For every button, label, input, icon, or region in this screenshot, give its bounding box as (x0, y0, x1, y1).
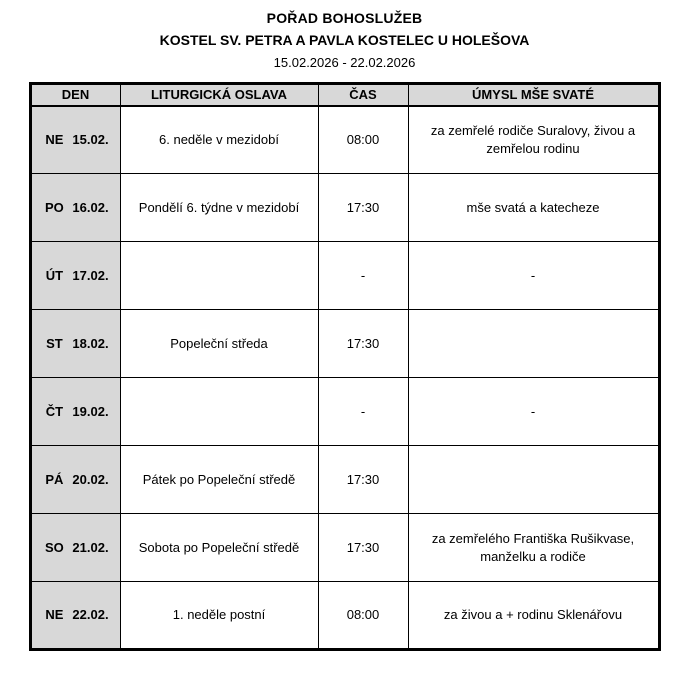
time-cell: - (318, 378, 408, 446)
column-header-den: DEN (30, 84, 120, 106)
day-cell (30, 378, 120, 446)
document-title: POŘAD BOHOSLUŽEB (266, 10, 423, 26)
intention-cell: za zemřelé rodiče Suralovy, živou a zemřelou rodinu (408, 106, 659, 174)
time-cell: 17:30 (318, 174, 408, 242)
day-date: 19.02. (72, 403, 109, 419)
date-range: 15.02.2026 - 22.02.2026 (273, 55, 416, 70)
day-abbr: ÚT (45, 267, 64, 283)
day-date: 21.02. (72, 539, 109, 555)
day-cell (30, 242, 120, 310)
day-date: 16.02. (72, 199, 109, 215)
day-cell (30, 106, 120, 174)
column-header-liturgicka-oslava: LITURGICKÁ OSLAVA (120, 84, 318, 106)
time-cell: - (318, 242, 408, 310)
table-header-row (30, 84, 659, 106)
day-date: 18.02. (72, 335, 109, 351)
celebration-cell: Sobota po Popeleční středě (120, 514, 318, 582)
table-row (30, 378, 659, 446)
celebration-cell (120, 242, 318, 310)
table-row (30, 310, 659, 378)
document-header (0, 10, 689, 70)
time-cell: 08:00 (318, 582, 408, 650)
table-row (30, 446, 659, 514)
celebration-cell: 6. neděle v mezidobí (120, 106, 318, 174)
time-cell: 17:30 (318, 446, 408, 514)
table-row (30, 582, 659, 650)
celebration-cell: 1. neděle postní (120, 582, 318, 650)
day-abbr: ČT (45, 403, 64, 419)
column-header-umysl: ÚMYSL MŠE SVATÉ (408, 84, 659, 106)
day-abbr: PO (45, 199, 64, 215)
celebration-cell: Pátek po Popeleční středě (120, 446, 318, 514)
intention-cell (408, 310, 659, 378)
time-cell: 17:30 (318, 514, 408, 582)
day-abbr: SO (45, 539, 64, 555)
column-header-cas: ČAS (318, 84, 408, 106)
day-abbr: ST (46, 335, 63, 351)
table-row (30, 514, 659, 582)
day-abbr: NE (45, 607, 64, 623)
celebration-cell: Pondělí 6. týdne v mezidobí (120, 174, 318, 242)
day-cell (30, 446, 120, 514)
time-cell: 08:00 (318, 106, 408, 174)
day-abbr: NE (45, 132, 64, 148)
day-cell (30, 514, 120, 582)
intention-cell: mše svatá a katecheze (408, 174, 659, 242)
day-date: 22.02. (72, 607, 109, 623)
intention-cell: - (408, 378, 659, 446)
celebration-cell (120, 378, 318, 446)
day-cell (30, 310, 120, 378)
intention-cell: za zemřelého Františka Rušikvase, manželku a rodiče (408, 514, 659, 582)
day-date: 15.02. (72, 132, 109, 148)
celebration-cell: Popeleční středa (120, 310, 318, 378)
document-subtitle: KOSTEL SV. PETRA A PAVLA KOSTELEC U HOLEŠOVA (159, 32, 530, 48)
day-cell (30, 582, 120, 650)
day-abbr: PÁ (45, 471, 64, 487)
intention-cell (408, 446, 659, 514)
table-row (30, 174, 659, 242)
day-date: 17.02. (72, 267, 109, 283)
schedule-table (29, 82, 661, 651)
table-row (30, 106, 659, 174)
intention-cell: za živou a + rodinu Sklenářovu (408, 582, 659, 650)
day-date: 20.02. (72, 471, 109, 487)
day-cell (30, 174, 120, 242)
time-cell: 17:30 (318, 310, 408, 378)
table-row (30, 242, 659, 310)
intention-cell: - (408, 242, 659, 310)
